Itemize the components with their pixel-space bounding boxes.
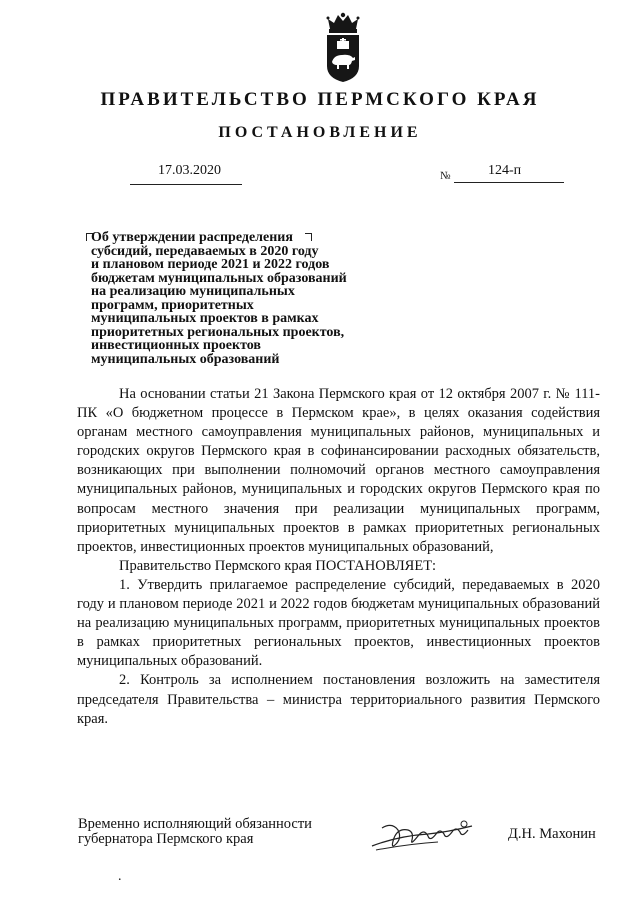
signer-name: Д.Н. Махонин [508,826,596,842]
paragraph-resolves: Правительство Пермского края ПОСТАНОВЛЯЕТ: [119,557,437,574]
subject-line: муниципальных образований [91,351,280,367]
organization-title: ПРАВИТЕЛЬСТВО ПЕРМСКОГО КРАЯ [100,89,540,110]
subject-line: программ, приоритетных [91,297,254,313]
subject-line: инвестиционных проектов [91,338,261,353]
document-number: 124-п [488,163,522,178]
document-subject [91,231,391,366]
paragraph-item-1: 1. Утвердить прилагаемое распределение субсидий, передаваемых в 2020 году и плановом периоде 2021 и 2022 годов бюджетам муниципальных образований на реализацию муниципальных программ, приоритетных муниципальных проектов в рамках приоритетных региональных проектов, инвестиционных проектов муниципальных образований. [77,576,600,670]
document-body [77,385,600,729]
signer-position [78,817,312,847]
document-date: 17.03.2020 [158,163,221,178]
number-sign: № [440,170,451,182]
subject-line: субсидий, передаваемых в 2020 году [91,243,319,259]
subject-line: приоритетных региональных проектов, [91,324,345,340]
subject-line: бюджетам муниципальных образований [91,270,347,286]
signer-position-line: Временно исполняющий обязанности [78,816,312,832]
paragraph-item-2: 2. Контроль за исполнением постановления возложить на заместителя председателя Правительства – министра территориального развития Пермского края. [77,672,600,727]
subject-line: муниципальных проектов в рамках [91,311,319,326]
document-type: ПОСТАНОВЛЕНИЕ [218,124,422,141]
signer-position-line: губернатора Пермского края [78,831,254,847]
subject-line: Об утверждении распределения [91,230,293,245]
coat-of-arms-icon [322,12,364,84]
handwritten-signature-icon [368,816,480,856]
subject-line: на реализацию муниципальных [91,284,295,299]
subject-line: и плановом периоде 2021 и 2022 годов [91,257,330,272]
date-underline [130,184,242,185]
number-underline [454,182,564,183]
scan-dot: . [118,869,122,884]
paragraph-basis: На основании статьи 21 Закона Пермского края от 12 октября 2007 г. № 111-ПК «О бюджетном процессе в Пермском крае», в целях оказания содействия органам местного самоуправления муниципальных районов, муниципальных и городских округов Пермского края в софинансировании расходных обязательств, возникающих при выполнении полномочий органов местного самоуправления муниципальных районов, муниципальных и городских округов Пермского края по вопросам местного значения при реализации муниципальных программ, приоритетных муниципальных проектов в рамках приоритетных региональных проектов, инвестиционных проектов муниципальных образований, [77,386,600,555]
